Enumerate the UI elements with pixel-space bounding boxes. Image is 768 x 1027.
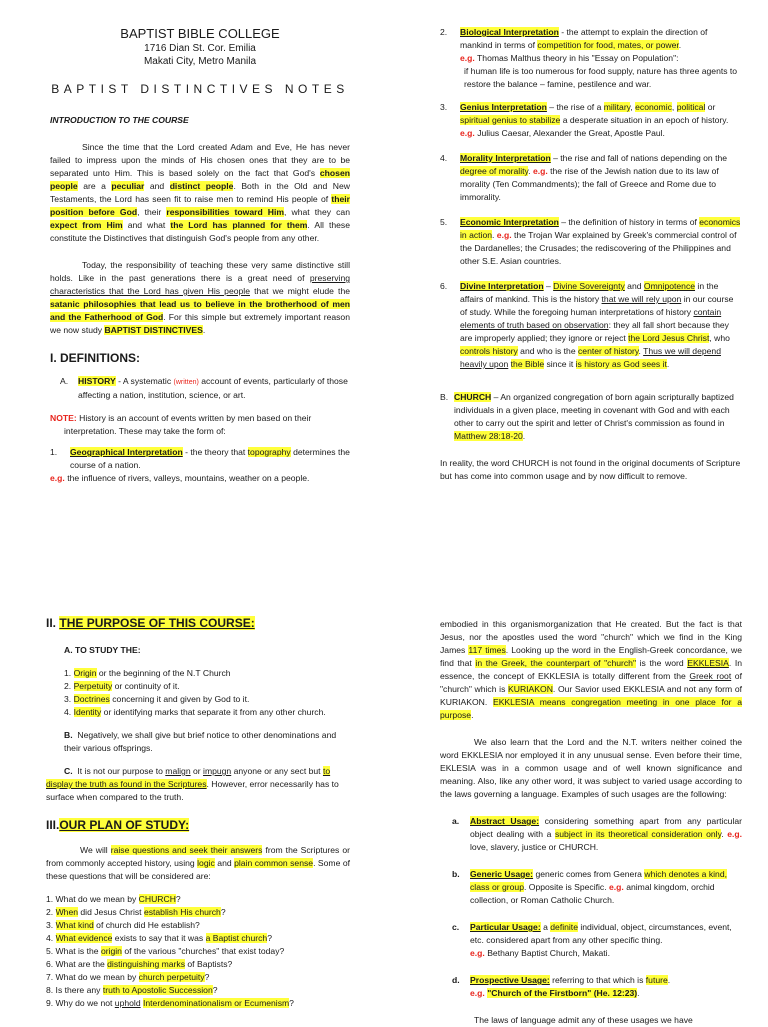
purpose-c: C. It is not our purpose to malign or impugn anyone or any sect but to display the truth as found in the Scriptures. However, error necessarily has to surface when compared to the truth. — [46, 766, 339, 802]
purpose-item-2: 2. Perpetuity or continuity of it. — [64, 681, 180, 691]
purpose-heading: II. THE PURPOSE OF THIS COURSE: — [46, 616, 255, 630]
interpretation-1: 1. Geographical Interpretation - the theory that topography determines the course of a nation. e.g. the influence of rivers, valleys, mountains, weather on a people. — [50, 447, 350, 483]
left-column-top — [50, 26, 350, 485]
usage-generic: b. Generic Usage: generic comes from Genera which denotes a kind, class or group. Opposite is Specific. e.g. animal kingdom, orchid collection, or Roman Catholic Church. — [452, 869, 728, 905]
usage-abstract: a. Abstract Usage: considering something apart from any particular object dealing with a subject in its theoretical consideration only. e.g. love, slavery, justice or CHURCH. — [452, 816, 743, 852]
plan-paragraph: We will raise questions and seek their answers from the Scriptures or from commonly accepted history, using logic and plain common sense. Some of these questions that will be considered are: — [46, 845, 350, 881]
definition-church: B. CHURCH – An organized congregation of born again scripturally baptized individuals in a given place, meeting in covenant with God and with each other to carry out the spirit and letter of Christ's commission as found in Matthew 28:18-20. — [440, 392, 734, 441]
church-note: In reality, the word CHURCH is not found in the original documents of Scripture but has come into common usage and by now difficult to remove. — [440, 458, 741, 481]
question-8: 8. Is there any truth to Apostolic Succession? — [46, 985, 218, 995]
interpretation-6: 6. Divine Interpretation – Divine Sovereignty and Omnipotence in the affairs of mankind. This is the history that we will rely upon in our course of study. While the foregoing human interpretations of history contain elements of truth based on observation: they all fall short because they are improperly applied; they ignore or reject the Lord Jesus Christ, who controls history and who is the center of history. Thus we will depend heavily upon the Bible since it is history as God sees it. — [440, 281, 734, 369]
plan-heading: III.OUR PLAN OF STUDY: — [46, 818, 190, 832]
definitions-heading: I. DEFINITIONS: — [50, 351, 140, 365]
right-column-top — [440, 26, 742, 483]
document-title: BAPTIST DISTINCTIVES NOTES — [51, 82, 349, 96]
question-4: 4. What evidence exists to say that it was a Baptist church? — [46, 933, 272, 943]
purpose-item-3: 3. Doctrines concerning it and given by God to it. — [64, 694, 250, 704]
right-column-bottom — [440, 618, 742, 1027]
question-5: 5. What is the origin of the various "churches" that exist today? — [46, 946, 285, 956]
usage-particular: c. Particular Usage: a definite individual, object, circumstances, event, etc. considered apart from any other specific thing. e.g. Bethany Baptist Church, Makati. — [452, 922, 732, 958]
purpose-a-label: A. TO STUDY THE: — [64, 645, 141, 655]
interpretation-2: 2. Biological Interpretation - the attempt to explain the direction of mankind in terms of competition for food, mates, or power. e.g. Thomas Malthus theory in his "Essay on Population": if human life is too numerous for food supply, nature has three agents to restore the balance – famine, pestilence and war. — [440, 27, 738, 89]
question-7: 7. What do we mean by church perpetuity? — [46, 972, 210, 982]
interpretation-3: 3. Genius Interpretation – the rise of a military, economic, political or spiritual genius to stabilize a desperate situation in an epoch of history. e.g. Julius Caesar, Alexander the Great, Apostle Paul. — [440, 102, 729, 138]
question-2: 2. When did Jesus Christ establish His church? — [46, 907, 226, 917]
interpretation-4: 4. Morality Interpretation – the rise and fall of nations depending on the degree of morality. e.g. the rise of the Jewish nation due to its law of morality (Ten Commandments); the fall of Greece and Rome due to immorality. — [440, 153, 728, 202]
question-1: 1. What do we mean by CHURCH? — [46, 894, 181, 904]
college-name: BAPTIST BIBLE COLLEGE — [120, 26, 280, 41]
intro-heading: INTRODUCTION TO THE COURSE — [50, 115, 189, 125]
history-note: NOTE: History is an account of events written by men based on their interpretation. These may take the form of: — [50, 413, 312, 436]
purpose-item-4: 4. Identity or identifying marks that separate it from any other church. — [64, 707, 326, 717]
address-line-1: 1716 Dian St. Cor. Emilia — [144, 43, 256, 54]
usage-intro: We also learn that the Lord and the N.T. writers neither coined the word EKKLESIA nor employed it in any unusual sense. Even before their time, EKLESIA was in a common usage and of well known significance and meaning. Also, like any other word, it was subject to varied usage according to the laws governing a language. Examples of such usages are the following: — [440, 737, 742, 799]
intro-paragraph-2: Today, the responsibility of teaching these very same distinctive still holds. Like in the past generations there is a great need of preserving characteristics that the Lord has given His people that we might elude the satanic philosophies that lead us to believe in the brotherhood of men and the Fatherhood of God. For this simple but extremely important reason we now study BAPTIST DISTINCTIVES. — [50, 260, 351, 335]
question-6: 6. What are the distinguishing marks of Baptists? — [46, 959, 233, 969]
usage-prospective: d. Prospective Usage: referring to that which is future. e.g. "Church of the Firstborn" (He. 12:23). — [452, 975, 671, 998]
purpose-item-1: 1. Origin or the beginning of the N.T Church — [64, 668, 231, 678]
interpretation-5: 5. Economic Interpretation – the definition of history in terms of economics in action. e.g. the Trojan War explained by Greek's commercial control of the Dardanelles; the Crusades; the rediscovering of the Philippines and other S.E. Asian countries. — [440, 217, 741, 266]
question-3: 3. What kind of church did He establish? — [46, 920, 200, 930]
usage-tail: The laws of language admit any of these usages we have — [474, 1015, 693, 1025]
purpose-list — [46, 667, 350, 719]
ekklesia-paragraph: embodied in this organismorganization that He created. But the fact is that Jesus, nor the apostles used the word "church" which we find in the King James 117 times. Looking up the word in the English-Greek concordance, we find that in the Greek, the counterpart of "church" is the word EKKLESIA. In essence, the concept of EKKLESIA is totally different from the Greek root of "church" which is KURIAKON. Our Savior used EKKLESIA and not any form of KURIAKON. EKKLESIA means congregation meeting in one place for a purpose. — [440, 619, 742, 720]
intro-paragraph-1: Since the time that the Lord created Adam and Eve, He has never failed to impress upon the minds of His chosen ones that they are to be separated unto Him. This is based solely on the fact that God's chosen people are a peculiar and distinct people. Both in the Old and New Testaments, the Lord has seen fit to raise men to remind His people of their position before God, their responsibilities toward Him, what they can expect from Him and what the Lord has planned for them. All these constitute the Distinctives that distinguish God's people from any other. — [50, 142, 350, 243]
question-9: 9. Why do we not uphold Interdenominationalism or Ecumenism? — [46, 998, 294, 1008]
address-line-2: Makati City, Metro Manila — [143, 56, 257, 67]
left-column-bottom — [46, 616, 350, 1010]
purpose-b: B. Negatively, we shall give but brief notice to other denominations and their various offsprings. — [64, 730, 337, 753]
definition-history: A. HISTORY - A systematic (written) account of events, particularly of those affecting a nation, institution, science, or art. — [60, 376, 348, 400]
question-list — [46, 893, 350, 1010]
